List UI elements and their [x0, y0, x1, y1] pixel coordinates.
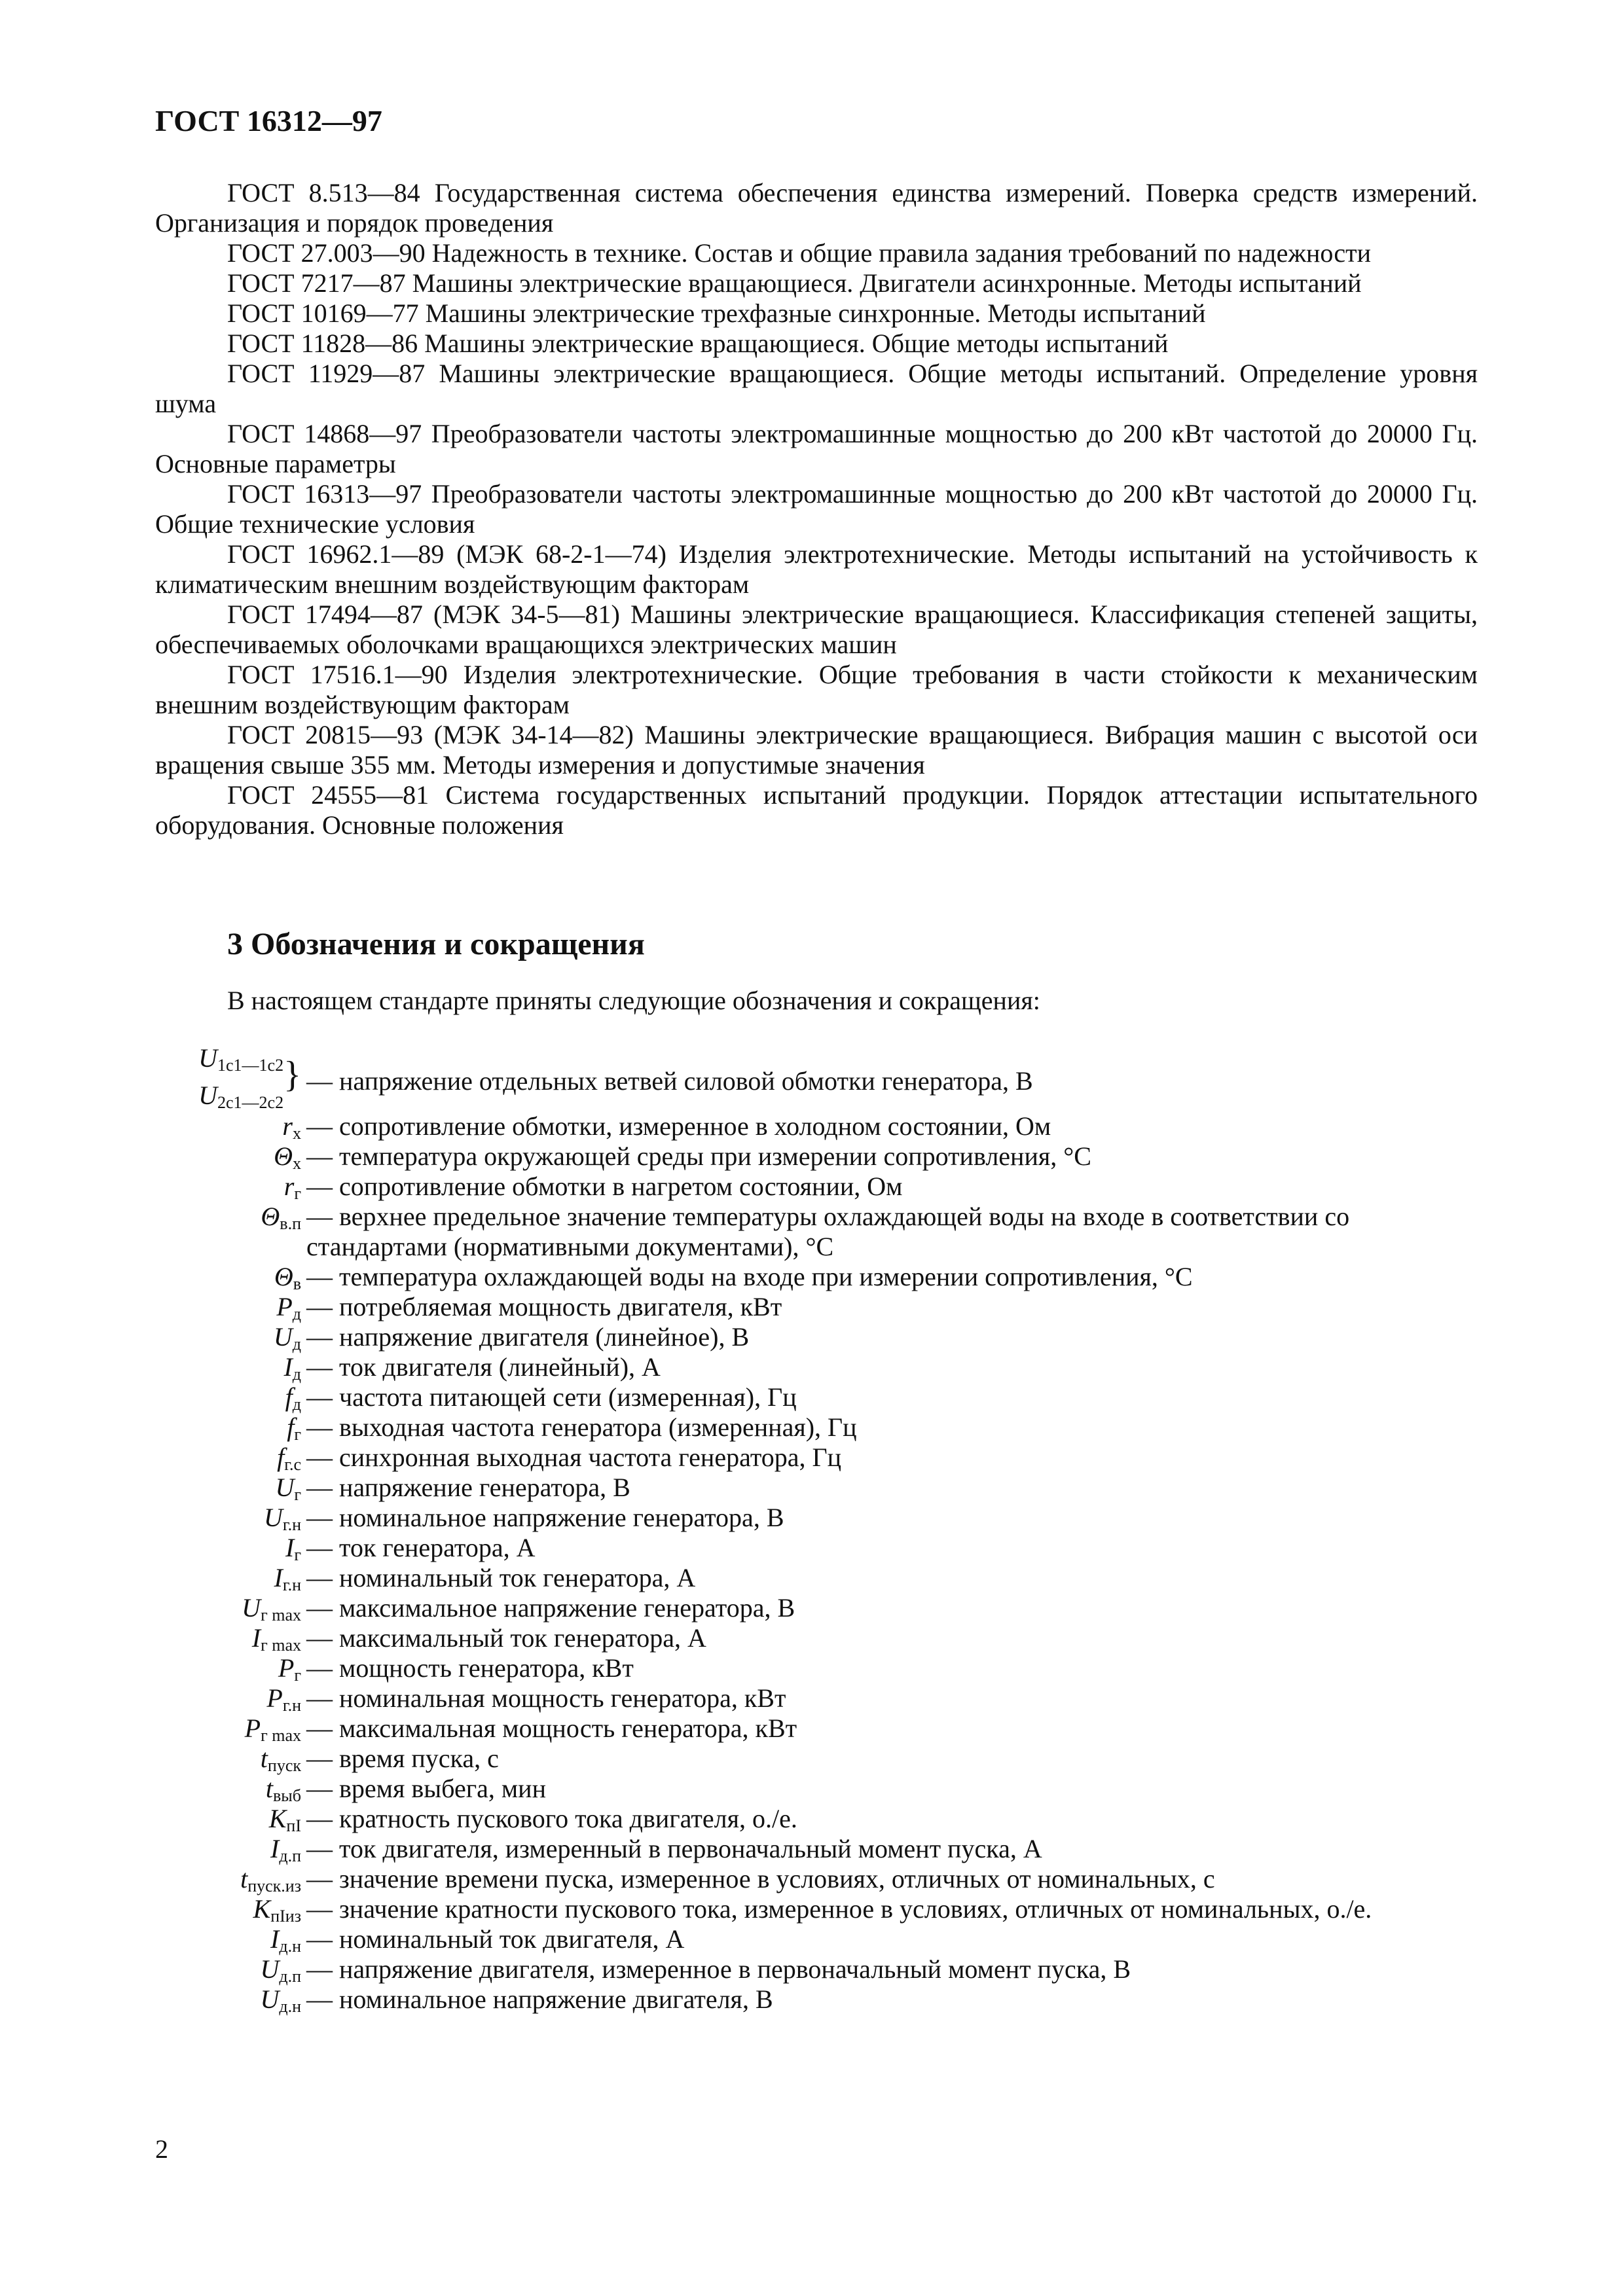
symbol-sub: пуск.из [247, 1876, 301, 1895]
symbol-sub: пIиз [270, 1907, 301, 1926]
reference-item: ГОСТ 17516.1—90 Изделия электротехнические. Общие требования в части стойкости к механическим внешним воздействующим факторам [155, 660, 1478, 719]
symbol-sub: г [294, 1485, 301, 1504]
symbol-sub: г max [261, 1636, 301, 1655]
symbol-main: P [244, 1713, 261, 1743]
symbol-sub: 2с1—2с2 [217, 1093, 284, 1112]
symbol-sub: д.н [279, 1937, 301, 1956]
symbol-description: — температура охлаждающей воды на входе при измерении сопротивления, °С [306, 1262, 1193, 1291]
symbol [0, 1833, 301, 1866]
symbol-sub: д [292, 1395, 301, 1414]
symbol-sub: в.п [280, 1214, 301, 1233]
symbol [0, 1713, 301, 1746]
symbol-pair [198, 1043, 283, 1118]
symbol-main: r [283, 1172, 295, 1201]
symbol-main: f [285, 1382, 293, 1412]
symbol-main: Θ [274, 1262, 293, 1291]
symbol-main: K [253, 1894, 271, 1924]
reference-item: ГОСТ 20815—93 (МЭК 34-14—82) Машины электрические вращающиеся. Вибрация машин с высотой оси вращения свыше 355 мм. Методы измерения и допустимые значения [155, 720, 1478, 780]
symbol-list [0, 1043, 1623, 2016]
symbol [0, 1442, 301, 1475]
symbol-main: r [282, 1111, 293, 1141]
symbol [0, 1623, 301, 1655]
reference-item: ГОСТ 7217—87 Машины электрические вращающиеся. Двигатели асинхронные. Методы испытаний [227, 268, 1362, 298]
reference-list [155, 178, 1478, 840]
symbol-description: — мощность генератора, кВт [306, 1653, 634, 1683]
symbol [0, 1893, 301, 1926]
symbol-row [0, 1803, 1623, 1833]
symbol-sub: выб [273, 1786, 301, 1805]
symbol-main: U [273, 1322, 293, 1352]
symbol-main: U [263, 1503, 283, 1532]
symbol-main: Θ [274, 1141, 293, 1171]
symbol [0, 1291, 301, 1324]
symbol [0, 1532, 301, 1565]
reference-item: ГОСТ 16313—97 Преобразователи частоты электромашинные мощностью до 200 кВт частотой до 20000 Гц. Общие технические условия [155, 479, 1478, 539]
symbol-main: f [287, 1412, 295, 1442]
symbol-row [0, 1893, 1623, 1924]
symbol-description: — ток генератора, А [306, 1533, 536, 1562]
symbol-row [0, 1141, 1623, 1171]
symbol-description: — напряжение двигателя, измеренное в первоначальный момент пуска, В [306, 1954, 1131, 1984]
symbol-description: — значение кратности пускового тока, измеренное в условиях, отличных от номинальных, о./е. [306, 1894, 1372, 1924]
symbol-description: — напряжение отдельных ветвей силовой обмотки генератора, В [306, 1066, 1033, 1096]
symbol-main: P [266, 1683, 283, 1713]
symbol-description: — верхнее предельное значение температуры охлаждающей воды на входе в соответствии со стандартами (нормативными документами), °С [306, 1202, 1350, 1261]
reference-item: ГОСТ 27.003—90 Надежность в технике. Состав и общие правила задания требований по надежности [227, 238, 1372, 268]
reference-item: ГОСТ 16962.1—89 (МЭК 68-2-1—74) Изделия электротехнические. Методы испытаний на устойчивость к климатическим внешним воздействующим факторам [155, 539, 1478, 599]
symbol-main: I [283, 1352, 293, 1382]
symbol-description: — напряжение генератора, В [306, 1473, 630, 1502]
symbol-sub: д.п [279, 1967, 301, 1986]
symbol-main: t [240, 1864, 248, 1893]
symbol-row [0, 1683, 1623, 1713]
symbol-main: P [276, 1292, 293, 1321]
symbol-main: U [198, 1043, 218, 1073]
symbol-row [0, 1472, 1623, 1502]
symbol [0, 1653, 301, 1685]
symbol-row [0, 1382, 1623, 1412]
symbol-row [0, 1043, 1623, 1112]
symbol-row [0, 1924, 1623, 1954]
symbol-sub: пуск [267, 1756, 301, 1775]
symbol-sub: г max [261, 1605, 301, 1624]
symbol-sub: д [292, 1365, 301, 1384]
symbol [0, 1562, 301, 1595]
symbol-main: U [242, 1593, 261, 1623]
symbol-description: — номинальное напряжение двигателя, В [306, 1984, 773, 2014]
section-intro: В настоящем стандарте приняты следующие обозначения и сокращения: [227, 986, 1040, 1015]
symbol-description: — значение времени пуска, измеренное в условиях, отличных от номинальных, с [306, 1864, 1215, 1893]
symbol-row [0, 1592, 1623, 1623]
page-number: 2 [155, 2134, 168, 2164]
symbol-row [0, 1773, 1623, 1803]
symbol-row [0, 1713, 1623, 1743]
symbol-main: U [198, 1081, 218, 1110]
symbol-sub: г [294, 1666, 301, 1685]
symbol-sub: в [293, 1274, 301, 1293]
symbol-main: t [260, 1744, 268, 1773]
symbol-sub: г [294, 1425, 301, 1444]
symbol-main: Θ [261, 1202, 280, 1231]
symbol-description: — частота питающей сети (измеренная), Гц [306, 1382, 797, 1412]
symbol-row [0, 1833, 1623, 1863]
symbol-description: — номинальный ток двигателя, А [306, 1924, 685, 1954]
symbol-description: — напряжение двигателя (линейное), В [306, 1322, 750, 1352]
symbol-main: I [270, 1924, 280, 1954]
symbol-sub: д [292, 1304, 301, 1323]
symbol-description: — сопротивление обмотки в нагретом состоянии, Ом [306, 1172, 903, 1201]
symbol-main: U [275, 1473, 295, 1502]
symbol-sub: г [294, 1545, 301, 1564]
symbol [0, 1321, 301, 1354]
symbol-main: U [260, 1954, 280, 1984]
reference-item: ГОСТ 10169—77 Машины электрические трехфазные синхронные. Методы испытаний [227, 298, 1206, 328]
symbol-description: — время выбега, мин [306, 1774, 546, 1803]
symbol-main: f [277, 1443, 285, 1472]
reference-item: ГОСТ 14868—97 Преобразователи частоты электромашинные мощностью до 200 кВт частотой до 20000 Гц. Основные параметры [155, 419, 1478, 478]
reference-item: ГОСТ 17494—87 (МЭК 34-5—81) Машины электрические вращающиеся. Классификация степеней защиты, обеспечиваемых оболочками вращающихся электрических машин [155, 600, 1478, 659]
symbol-row [0, 1863, 1623, 1893]
reference-item: ГОСТ 11828—86 Машины электрические вращающиеся. Общие методы испытаний [227, 329, 1169, 358]
symbol-row [0, 1352, 1623, 1382]
symbol-main: K [268, 1804, 287, 1833]
symbol-description: — температура окружающей среды при измерении сопротивления, °С [306, 1141, 1091, 1171]
brace-icon: } [283, 1054, 301, 1096]
section-title: 3 Обозначения и сокращения [227, 927, 645, 961]
symbol-row [0, 1291, 1623, 1321]
symbol-sub: 1с1—1с2 [217, 1056, 284, 1075]
symbol-sub: д.н [279, 1997, 301, 2016]
symbol-description: — синхронная выходная частота генератора, Гц [306, 1443, 842, 1472]
symbol [0, 1683, 301, 1715]
symbol [0, 1592, 301, 1625]
symbol [0, 1201, 301, 1234]
document-header: ГОСТ 16312—97 [155, 104, 382, 137]
symbol-row [0, 1984, 1623, 2014]
symbol-description: — номинальная мощность генератора, кВт [306, 1683, 786, 1713]
symbol-description: — ток двигателя, измеренный в первоначальный момент пуска, А [306, 1834, 1042, 1863]
reference-item: ГОСТ 24555—81 Система государственных испытаний продукции. Порядок аттестации испытательного оборудования. Основные положения [155, 780, 1478, 840]
symbol [0, 1502, 301, 1535]
symbol-main: I [274, 1563, 283, 1592]
symbol [0, 1743, 301, 1776]
symbol-description: — кратность пускового тока двигателя, о./е. [306, 1804, 797, 1833]
symbol-description: — максимальная мощность генератора, кВт [306, 1713, 797, 1743]
symbol [0, 1863, 301, 1896]
symbol-sub: г.с [284, 1455, 301, 1474]
symbol-sub: д.п [279, 1846, 301, 1865]
symbol [0, 1382, 301, 1414]
symbol [0, 1171, 301, 1204]
symbol-sub: д [292, 1335, 301, 1354]
symbol-main: I [285, 1533, 295, 1562]
symbol-description: — потребляемая мощность двигателя, кВт [306, 1292, 782, 1321]
symbol-row [0, 1412, 1623, 1442]
symbol-row [0, 1321, 1623, 1352]
symbol-row [0, 1171, 1623, 1201]
symbol-sub: пI [286, 1816, 301, 1835]
symbol-main: t [265, 1774, 274, 1803]
symbol-sub: г.н [282, 1575, 301, 1594]
symbol [0, 1412, 301, 1444]
symbol-main: U [260, 1984, 280, 2014]
symbol-main: P [278, 1653, 295, 1683]
symbol-row [0, 1442, 1623, 1472]
symbol [0, 1924, 301, 1956]
symbol-row [0, 1743, 1623, 1773]
symbol-description: — номинальное напряжение генератора, В [306, 1503, 784, 1532]
symbol-row [0, 1111, 1623, 1141]
symbol-description: — время пуска, с [306, 1744, 499, 1773]
symbol-row [0, 1261, 1623, 1291]
reference-item: ГОСТ 8.513—84 Государственная система обеспечения единства измерений. Поверка средств измерений. Организация и порядок проведения [155, 178, 1478, 238]
symbol-description: — номинальный ток генератора, А [306, 1563, 696, 1592]
symbol-main: I [251, 1623, 261, 1653]
symbol-sub: г [294, 1184, 301, 1203]
symbol [0, 1111, 301, 1143]
symbol-row [0, 1653, 1623, 1683]
symbol [0, 1261, 301, 1294]
symbol-description: — сопротивление обмотки, измеренное в холодном состоянии, Ом [306, 1111, 1051, 1141]
symbol-sub: г.н [282, 1696, 301, 1715]
symbol [0, 1954, 301, 1986]
symbol-sub: г.н [282, 1515, 301, 1534]
symbol [0, 1773, 301, 1806]
symbol-description: — максимальное напряжение генератора, В [306, 1593, 795, 1623]
symbol-description: — максимальный ток генератора, А [306, 1623, 706, 1653]
symbol-sub: г max [261, 1726, 301, 1745]
symbol [0, 1472, 301, 1505]
symbol-row [0, 1532, 1623, 1562]
symbol [0, 1803, 301, 1836]
symbol-row [0, 1954, 1623, 1984]
symbol [0, 1043, 301, 1118]
symbol-description: — ток двигателя (линейный), А [306, 1352, 661, 1382]
symbol [0, 1984, 301, 2017]
symbol-main: I [270, 1834, 280, 1863]
symbol-row [0, 1562, 1623, 1592]
symbol-sub: х [293, 1154, 301, 1173]
symbol-sub: х [293, 1124, 301, 1143]
symbol-row [0, 1201, 1623, 1261]
symbol-row [0, 1502, 1623, 1532]
reference-item: ГОСТ 11929—87 Машины электрические вращающиеся. Общие методы испытаний. Определение уровня шума [155, 359, 1478, 418]
symbol [0, 1352, 301, 1384]
symbol-description: — выходная частота генератора (измеренная), Гц [306, 1412, 857, 1442]
symbol-row [0, 1623, 1623, 1653]
symbol [0, 1141, 301, 1174]
